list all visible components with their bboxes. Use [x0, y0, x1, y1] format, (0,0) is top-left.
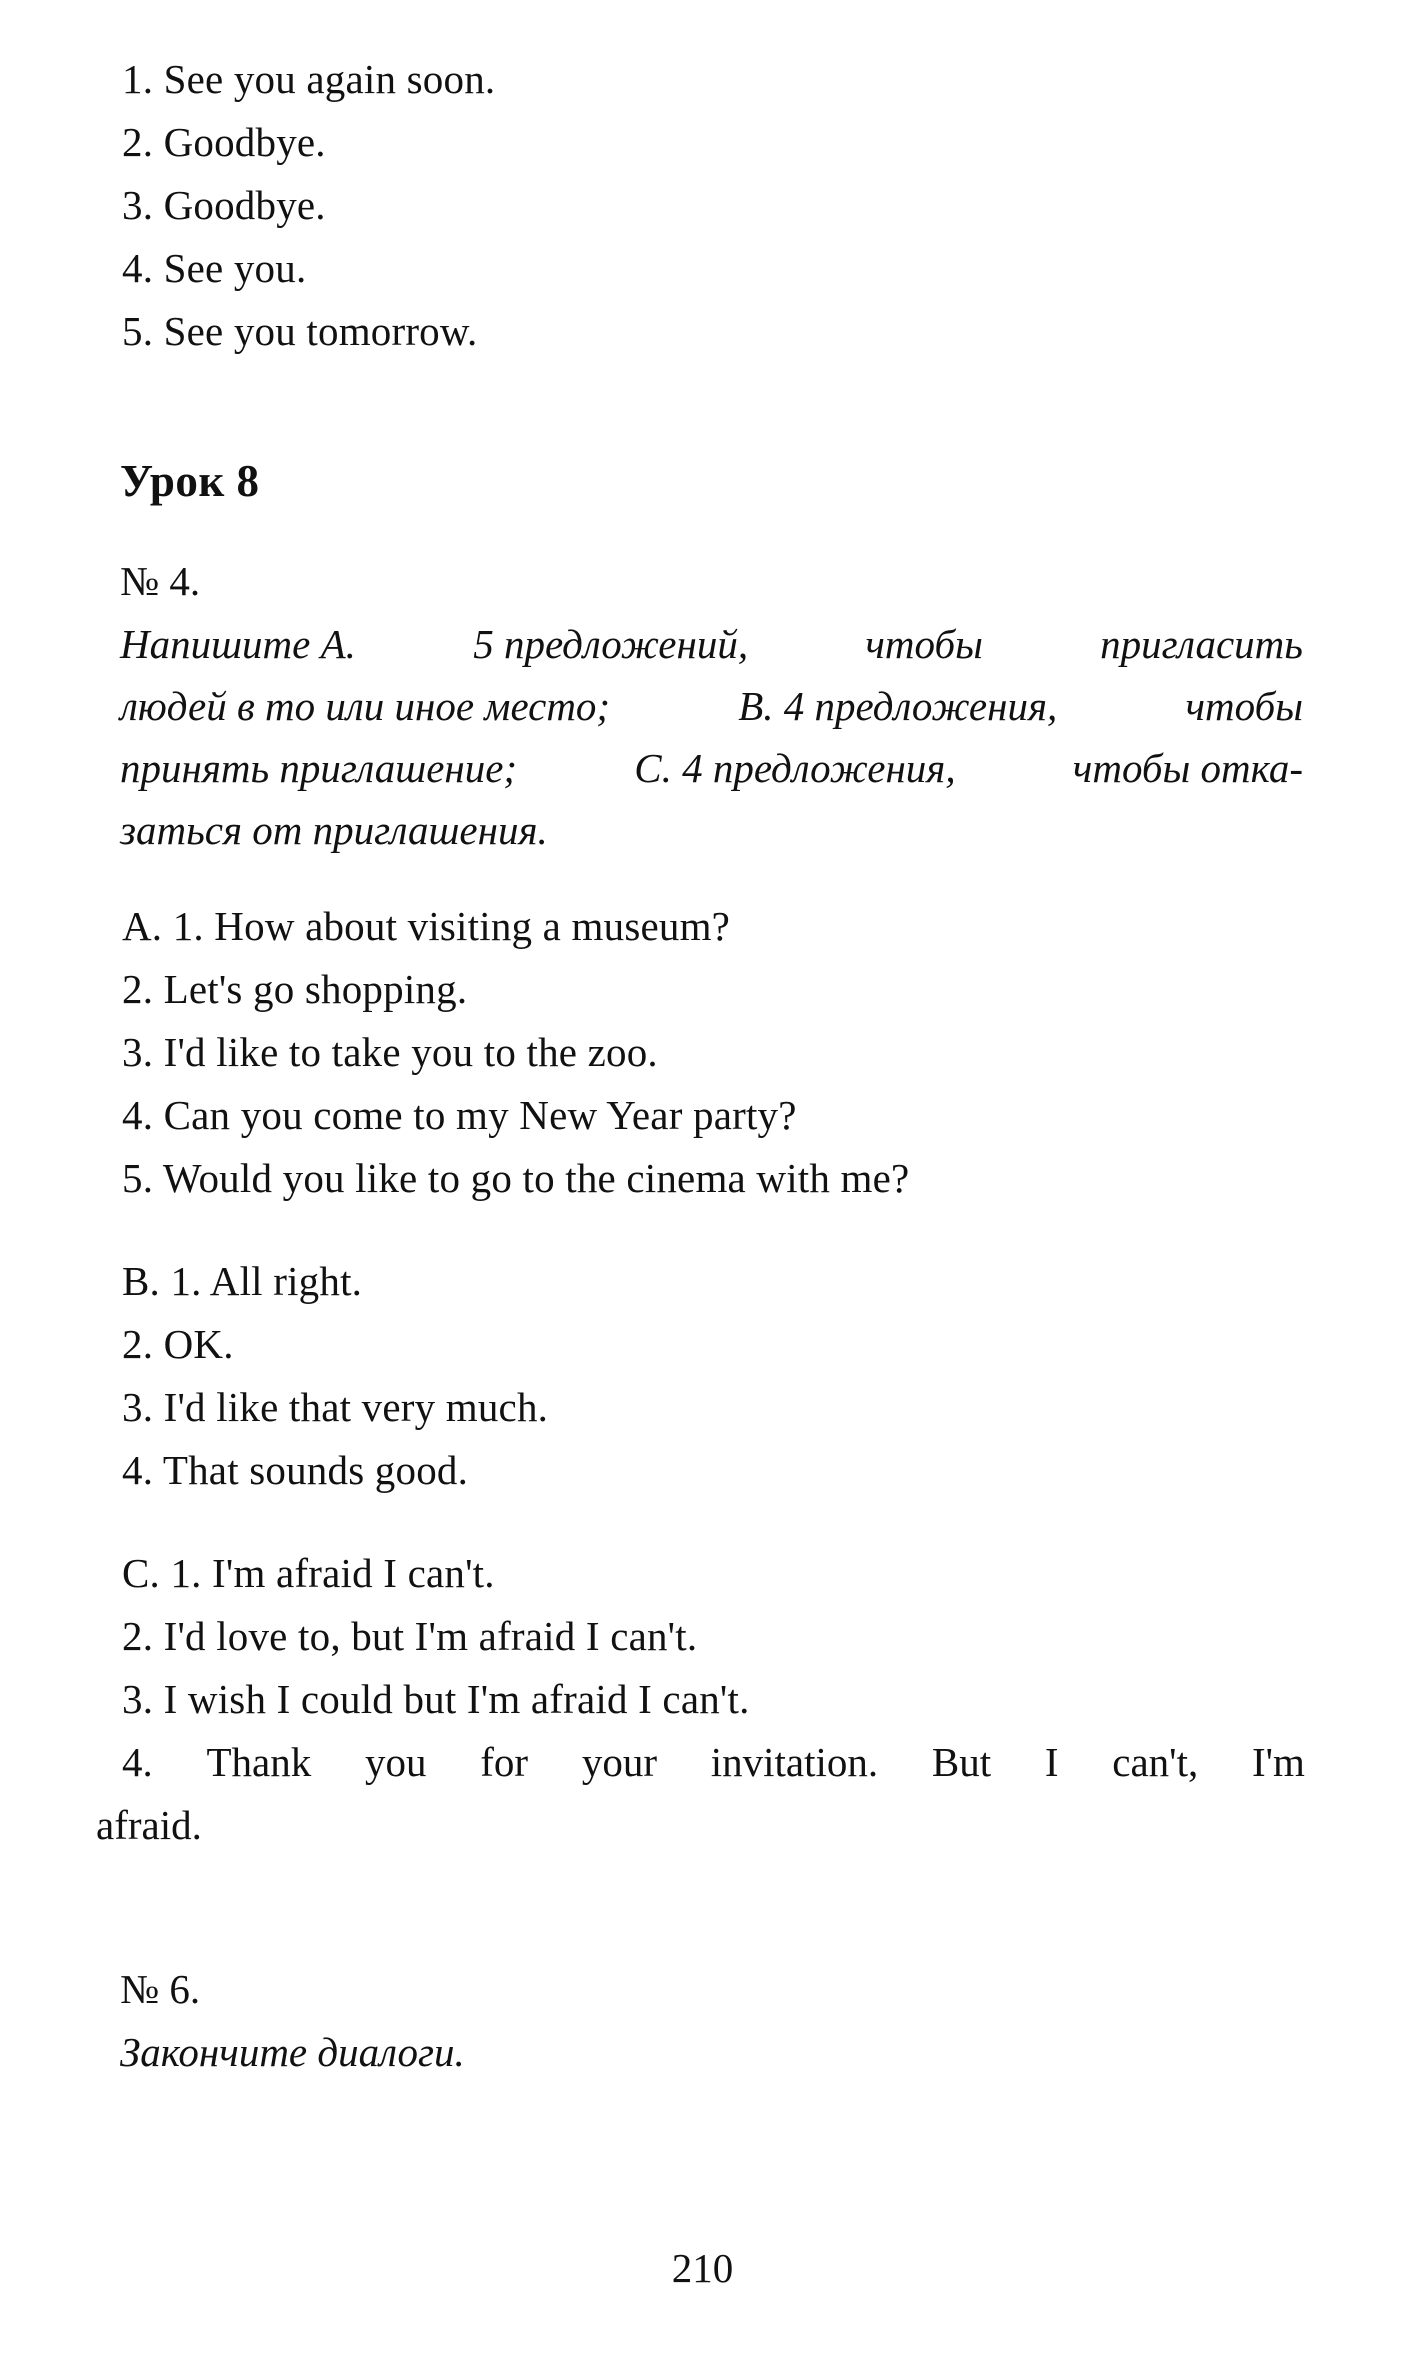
list-item: 5. Would you like to go to the cinema with me?	[122, 1155, 910, 1201]
lesson-heading: Урок 8	[120, 456, 260, 506]
list-item: C. 1. I'm afraid I can't.	[122, 1550, 495, 1596]
exercise-6-task	[96, 2021, 1309, 2083]
list-item: 2. OK.	[122, 1321, 234, 1367]
task-line: Напишите А. 5 предложений, чтобы пригласить	[120, 621, 1303, 667]
list-item: 2. I'd love to, but I'm afraid I can't.	[122, 1613, 698, 1659]
task-line: заться от приглашения.	[120, 807, 548, 853]
list-item: 4. See you.	[122, 245, 307, 291]
exercise-number-6: № 6.	[120, 1966, 201, 2012]
list-item: 3. I wish I could but I'm afraid I can't.	[122, 1676, 750, 1722]
list-item: 4. Thank you for your invitation. But I can't, I'm	[122, 1739, 1305, 1785]
list-item-continuation: afraid.	[96, 1802, 202, 1848]
list-item: A. 1. How about visiting a museum?	[122, 903, 731, 949]
answers-list-top	[96, 48, 1309, 363]
exercise-number-4: № 4.	[120, 558, 201, 604]
group-spacer	[96, 1502, 1309, 1542]
group-spacer	[96, 1210, 1309, 1250]
task-line: Закончите диалоги.	[120, 2029, 465, 2075]
answer-group-a	[96, 895, 1309, 1210]
answer-group-b	[96, 1250, 1309, 1502]
list-item: 4. Can you come to my New Year party?	[122, 1092, 797, 1138]
list-item: 2. Goodbye.	[122, 119, 326, 165]
list-item: 3. I'd like to take you to the zoo.	[122, 1029, 658, 1075]
list-item: 3. Goodbye.	[122, 182, 326, 228]
list-item: B. 1. All right.	[122, 1258, 363, 1304]
task-line: принять приглашение; С. 4 предложения, чтобы отка-	[120, 745, 1303, 791]
list-item: 3. I'd like that very much.	[122, 1384, 549, 1430]
list-item: 1. See you again soon.	[122, 56, 496, 102]
list-item: 5. See you tomorrow.	[122, 308, 478, 354]
answer-group-c	[96, 1542, 1309, 1857]
list-item: 2. Let's go shopping.	[122, 966, 468, 1012]
task-line: людей в то или иное место; В. 4 предложения, чтобы	[120, 683, 1303, 729]
exercise-4-task	[96, 613, 1309, 861]
page-number: 210	[671, 2245, 734, 2291]
section-spacer	[96, 1857, 1309, 1915]
list-item: 4. That sounds good.	[122, 1447, 469, 1493]
